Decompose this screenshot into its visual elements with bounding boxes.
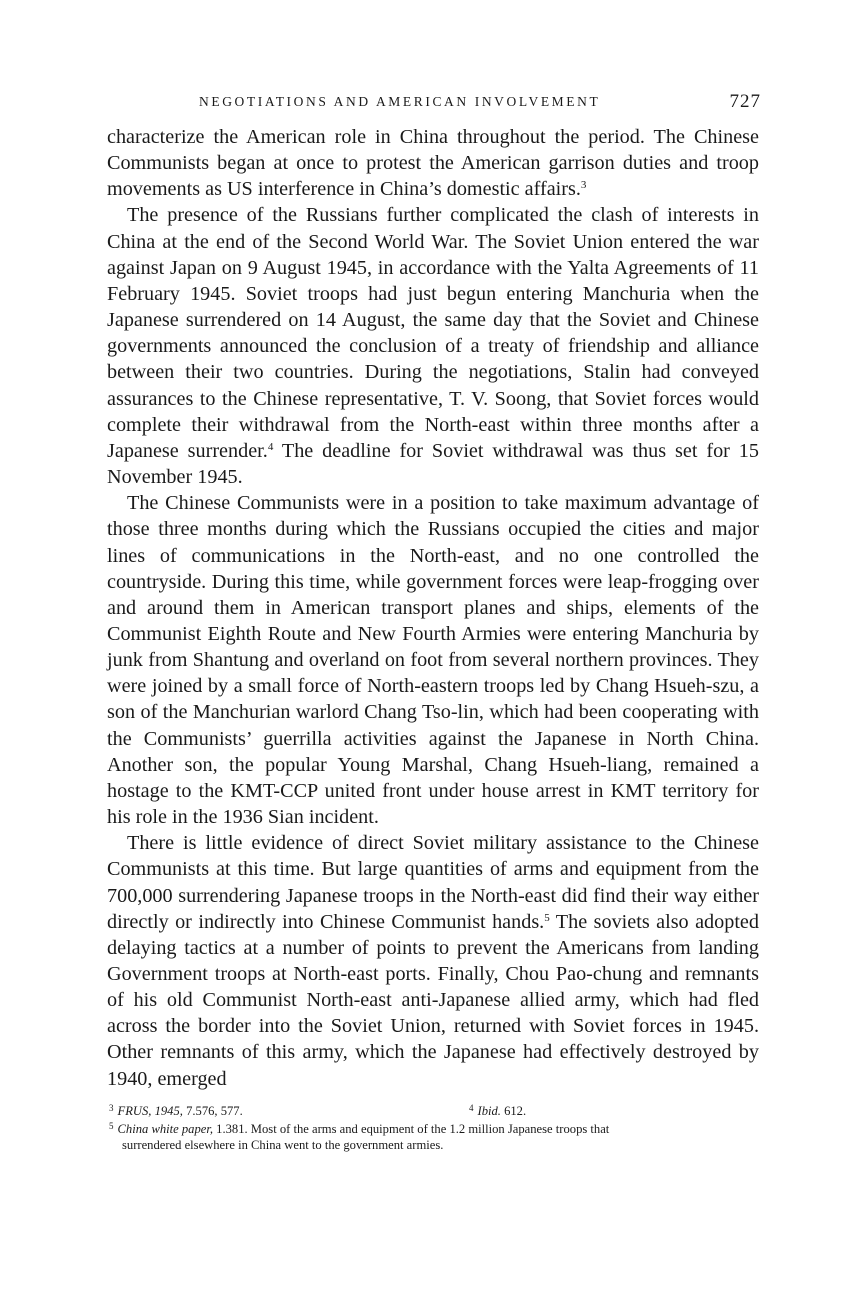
body-text — [107, 124, 759, 1092]
paragraph-2-text-a: The presence of the Russians further complicated the clash of interests in China at the end of the Second World War. The Soviet Union entered the war against Japan on 9 August 1945, in accordance with the Yalta Agreements of 11 February 1945. Soviet troops had just begun entering Manchuria when the Japanese surrendered on 14 August, the same day that the Soviet and Chinese governments announced the conclusion of a treaty of friendship and alliance between their two countries. During the negotiations, Stalin had conveyed assurances to the Chinese representative, T. V. Soong, that Soviet forces would complete their withdrawal from the North-east within three months after a Japanese surrender. — [107, 204, 759, 462]
paragraph-3-text: The Chinese Communists were in a position to take maximum advantage of those three months during which the Russians occupied the cities and major lines of communications in the North-east, and no one controlled the countryside. During this time, while government forces were leap-frogging over and around them in American transport planes and ships, elements of the Communist Eighth Route and New Fourth Armies were entering Manchuria by junk from Shantung and overland on foot from several northern provinces. They were joined by a small force of North-eastern troops led by Chang Hsueh-szu, a son of the Manchurian warlord Chang Tso-lin, which had been cooperating with the Communists’ guerrilla activities against the Japanese in North China. Another son, the popular Young Marshal, Chang Hsueh-liang, remained a hostage to the KMT-CCP united front under house arrest in KMT territory for his role in the 1936 Sian incident. — [107, 492, 759, 829]
footnote-5-text-1: 1.381. Most of the arms and equipment of the 1.2 million Japanese troops that — [213, 1122, 610, 1137]
running-head — [107, 90, 759, 116]
footnote-3 — [109, 1101, 469, 1120]
paragraph-4-text-b: The soviets also adopted delaying tactics at a number of points to prevent the Americans from landing Government troops at North-east ports. Finally, Chou Pao-chung and remnants of his old Communist North-east anti-Japanese allied army, which had fled across the border into the Soviet Union, returned with Soviet forces in 1945. Other remnants of this army, which the Japanese had effectively destroyed by 1940, emerged — [107, 910, 759, 1090]
page-number: 727 — [729, 91, 761, 112]
footnote-5-title: China white paper, — [117, 1122, 214, 1137]
footnote-mark-3: 3 — [109, 1102, 114, 1113]
footnote-4 — [469, 1101, 526, 1120]
paragraph-1 — [107, 124, 759, 202]
footnote-4-title: Ibid. — [477, 1103, 501, 1118]
footnote-mark-4: 4 — [469, 1102, 474, 1113]
paragraph-1-text: characterize the American role in China throughout the period. The Chinese Communists began at once to protest the American garrison duties and troop movements as US interference in China’s domestic affairs. — [107, 126, 759, 201]
footnote-ref-4: 4 — [267, 440, 274, 453]
paragraph-4 — [107, 830, 759, 1092]
footnote-5-line-2: surrendered elsewhere in China went to the government armies. — [122, 1137, 444, 1152]
footnote-row — [107, 1101, 759, 1120]
footnote-4-text: 612. — [500, 1103, 527, 1118]
footnote-5-line-1 — [109, 1119, 755, 1138]
running-title: NEGOTIATIONS AND AMERICAN INVOLVEMENT — [199, 94, 601, 109]
paragraph-3 — [107, 490, 759, 830]
footnote-3-text: 7.576, 577. — [182, 1103, 243, 1118]
footnote-ref-5: 5 — [544, 911, 550, 924]
footnote-ref-3: 3 — [580, 179, 587, 192]
footnote-3-title: FRUS, 1945, — [117, 1103, 183, 1118]
paragraph-2 — [107, 202, 759, 490]
paragraph-4-text-a: There is little evidence of direct Soviet military assistance to the Chinese Communists at this time. But large quantities of arms and equipment from the 700,000 surrendering Japanese troops in the North-east did find their way either directly or indirectly into Chinese Communist hands. — [107, 832, 759, 933]
footnotes — [107, 1101, 759, 1154]
footnote-mark-5: 5 — [109, 1121, 114, 1132]
paragraph-2-text-b: The deadline for Soviet withdrawal was thus set for 15 November 1945. — [107, 439, 759, 489]
book-page — [107, 90, 759, 1153]
footnote-5 — [107, 1119, 759, 1153]
